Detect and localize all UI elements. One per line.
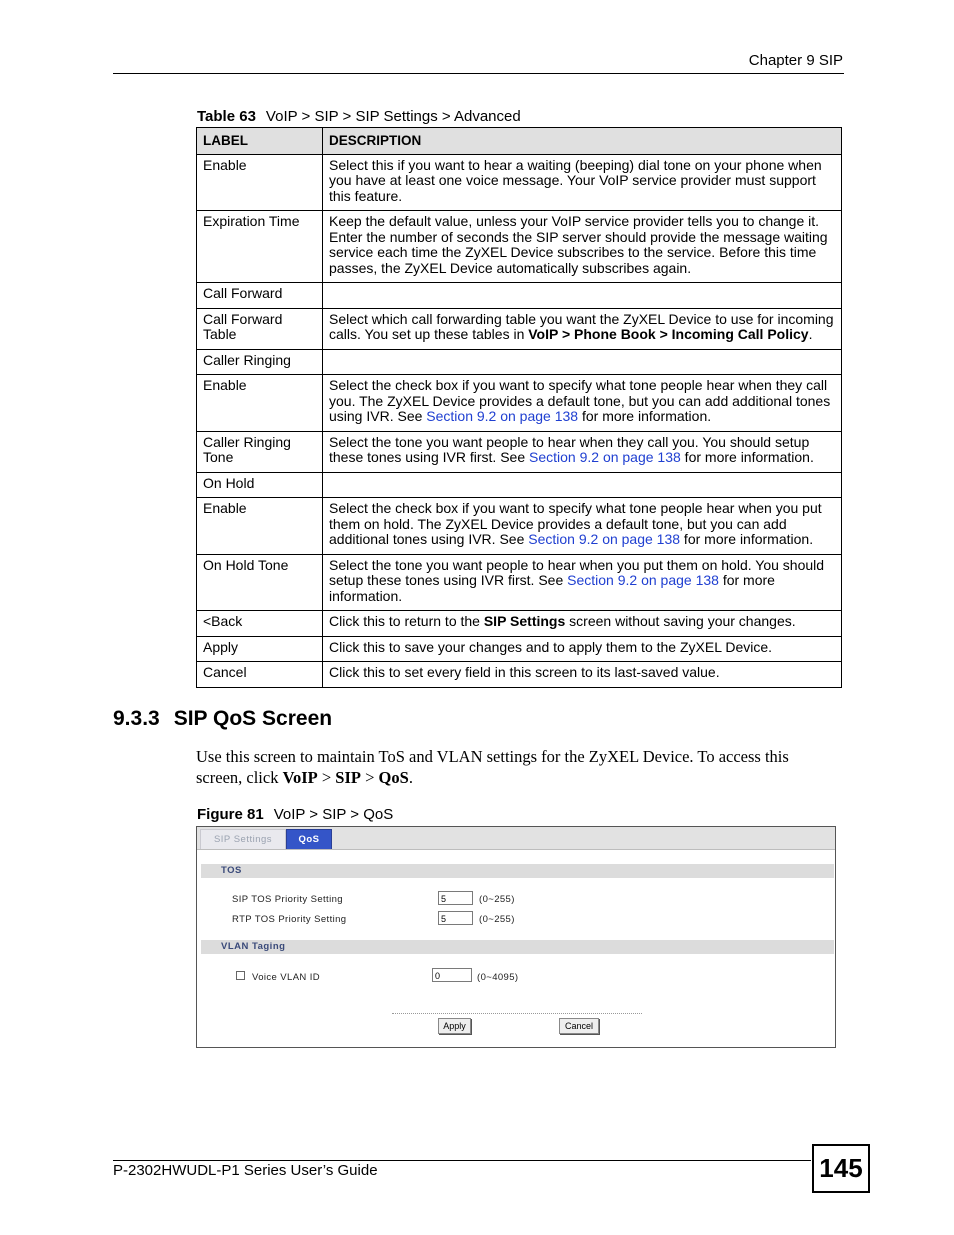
row-label: Caller Ringing (197, 349, 323, 375)
description-text: Select the check box if you want to specify what tone people hear when they call you. The ZyXEL Device provides a default tone, but you can add additional tones using IVR. See (329, 377, 831, 424)
row-label: On Hold (197, 472, 323, 498)
table-row (197, 154, 842, 211)
row-label: Cancel (197, 662, 323, 688)
table-caption (197, 108, 521, 125)
section-number: 9.3.3 (113, 707, 160, 730)
header-rule (113, 73, 844, 74)
section-link[interactable]: Section 9.2 on page 138 (426, 408, 579, 424)
row-label: Enable (197, 375, 323, 432)
section-link[interactable]: Section 9.2 on page 138 (528, 531, 681, 547)
section-title: SIP QoS Screen (173, 707, 333, 730)
description-text: for more information. (329, 572, 775, 604)
qos-screenshot (196, 826, 836, 1048)
path-separator: > (317, 768, 336, 787)
figure-caption-label: Figure 81 (197, 806, 264, 823)
description-text: Select which call forwarding table you want the ZyXEL Device to use for incoming calls. You set up these tables in (329, 310, 834, 342)
voice-vlan-label: Voice VLAN ID (252, 972, 321, 983)
row-label: Call Forward Table (197, 308, 323, 349)
table-row (197, 375, 842, 432)
figure-caption (197, 806, 393, 823)
row-description: Keep the default value, unless your VoIP service provider tells you to change it. Enter the number of seconds the SIP server should provide the message waiting service each time the ZyXEL Device subscribes to the service. Before this time passes, the ZyXEL Device automatically subscribes again. (323, 211, 842, 283)
rtp-tos-label: RTP TOS Priority Setting (232, 914, 347, 925)
description-text: for more information. (680, 531, 814, 547)
row-label: Apply (197, 636, 323, 662)
sip-tos-label: SIP TOS Priority Setting (232, 894, 343, 905)
paragraph-text: Use this screen to maintain ToS and VLAN settings for the ZyXEL Device. To access this screen, click (196, 747, 789, 787)
table-row (197, 636, 842, 662)
section-paragraph (196, 746, 836, 788)
chapter-header: Chapter 9 SIP (748, 52, 843, 69)
row-description: Click this to save your changes and to apply them to the ZyXEL Device. (323, 636, 842, 662)
row-description (323, 472, 842, 498)
table-caption-label: Table 63 (197, 108, 256, 125)
section-heading (113, 707, 346, 731)
apply-button[interactable]: Apply (438, 1018, 471, 1034)
row-label: Caller Ringing Tone (197, 431, 323, 472)
table-row (197, 349, 842, 375)
voice-vlan-checkbox[interactable] (236, 971, 245, 980)
table-row (197, 431, 842, 472)
section-link[interactable]: Section 9.2 on page 138 (529, 449, 681, 465)
row-description (323, 498, 842, 555)
row-description (323, 611, 842, 637)
rtp-tos-range-hint: (0~255) (479, 914, 515, 925)
description-text: screen without saving your changes. (565, 613, 796, 629)
button-divider (392, 1013, 642, 1014)
cancel-button[interactable]: Cancel (559, 1018, 599, 1034)
row-label: On Hold Tone (197, 554, 323, 611)
vlan-section-header: VLAN Taging (201, 940, 834, 954)
table-row (197, 472, 842, 498)
description-screen-name: SIP Settings (483, 613, 566, 629)
row-description (323, 308, 842, 349)
description-text: for more information. (578, 408, 712, 424)
table-row (197, 498, 842, 555)
table-caption-text: VoIP > SIP > SIP Settings > Advanced (265, 108, 521, 125)
table-row (197, 308, 842, 349)
table-row (197, 554, 842, 611)
table-row (197, 283, 842, 309)
row-description (323, 431, 842, 472)
advanced-settings-table (196, 127, 842, 688)
row-description: Select this if you want to hear a waiting (beeping) dial tone on your phone when you have at least one voice message. Your VoIP service provider must support this feature. (323, 154, 842, 211)
paragraph-text: . (408, 768, 413, 787)
sip-tos-range-hint: (0~255) (479, 894, 515, 905)
row-label: Expiration Time (197, 211, 323, 283)
table-row (197, 662, 842, 688)
description-text: Select the check box if you want to specify what tone people hear when you put them on hold. The ZyXEL Device provides a default tone, but you can add additional tones using IVR. See (329, 500, 822, 547)
label-column-header: LABEL (197, 128, 323, 155)
row-description (323, 349, 842, 375)
row-label: Enable (197, 154, 323, 211)
description-column-header: DESCRIPTION (323, 128, 842, 155)
rtp-tos-input[interactable]: 5 (438, 911, 473, 925)
sip-tos-input[interactable]: 5 (438, 891, 473, 905)
description-text: for more information. (680, 449, 814, 465)
row-label: Call Forward (197, 283, 323, 309)
row-description: Click this to set every field in this screen to its last-saved value. (323, 662, 842, 688)
description-text: Select the tone you want people to hear when you put them on hold. You should setup these tones using IVR first. See (329, 556, 825, 588)
tab-sip-settings[interactable]: SIP Settings (200, 829, 286, 849)
row-description (323, 554, 842, 611)
menu-path-sip: SIP (335, 768, 361, 787)
tab-bar (197, 827, 835, 850)
figure-caption-text: VoIP > SIP > QoS (273, 806, 394, 823)
section-link[interactable]: Section 9.2 on page 138 (567, 572, 719, 588)
table-row (197, 211, 842, 283)
voice-vlan-range-hint: (0~4095) (477, 972, 519, 983)
footer-rule (113, 1160, 811, 1161)
tab-qos[interactable]: QoS (286, 829, 332, 849)
row-label: <Back (197, 611, 323, 637)
menu-path-voip: VoIP (282, 768, 318, 787)
description-text: . (808, 326, 813, 342)
row-label: Enable (197, 498, 323, 555)
row-description (323, 283, 842, 309)
table-header-row (197, 128, 842, 155)
tos-section-header: TOS (201, 864, 834, 878)
table-row (197, 611, 842, 637)
description-text: Select the tone you want people to hear when they call you. You should setup these tones using IVR first. See (329, 433, 810, 465)
row-description (323, 375, 842, 432)
voice-vlan-id-input[interactable]: 0 (432, 968, 472, 982)
page-number: 145 (812, 1144, 870, 1193)
menu-path-qos: QoS (378, 768, 409, 787)
guide-title: P-2302HWUDL-P1 Series User’s Guide (113, 1162, 378, 1179)
description-text: Click this to return to the (329, 613, 484, 629)
description-menu-path: VoIP > Phone Book > Incoming Call Policy (528, 326, 809, 342)
path-separator: > (360, 768, 379, 787)
